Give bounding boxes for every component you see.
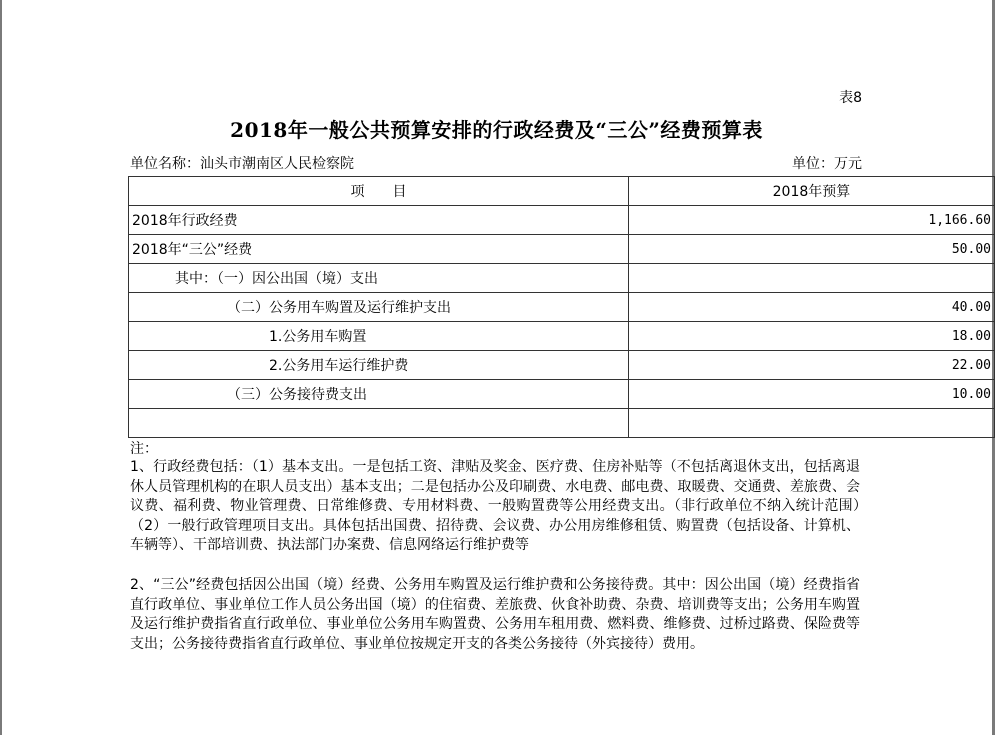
- table-number: 表8: [839, 90, 862, 106]
- window-left-border: [0, 0, 2, 735]
- row-value: 10.00: [628, 380, 994, 409]
- table-row: [129, 351, 995, 380]
- row-label: （二）公务用车购置及运行维护支出: [129, 293, 629, 322]
- row-label: 其中：（一）因公出国（境）支出: [129, 264, 629, 293]
- row-label: 2.公务用车运行维护费: [129, 351, 629, 380]
- table-row: [129, 206, 995, 235]
- table-row: [129, 380, 995, 409]
- notes-heading: 注：: [130, 441, 158, 457]
- table-row-empty: [129, 409, 995, 438]
- row-label: 1.公务用车购置: [129, 322, 629, 351]
- budget-table: [128, 176, 995, 438]
- row-label: 2018年“三公”经费: [129, 235, 629, 264]
- header-item: 项 目: [129, 177, 629, 206]
- row-label: （三）公务接待费支出: [129, 380, 629, 409]
- notes-section: [130, 440, 888, 674]
- row-value: 40.00: [628, 293, 994, 322]
- row-label: [129, 409, 629, 438]
- row-value: 22.00: [628, 351, 994, 380]
- row-value: 1,166.60: [628, 206, 994, 235]
- table-row: [129, 322, 995, 351]
- row-value: 18.00: [628, 322, 994, 351]
- row-label: 2018年行政经费: [129, 206, 629, 235]
- currency-unit: 单位：万元: [792, 156, 862, 172]
- table-row: [129, 264, 995, 293]
- table-row: [129, 293, 995, 322]
- table-header-row: [129, 177, 995, 206]
- header-budget: 2018年预算: [628, 177, 994, 206]
- unit-name: 单位名称：汕头市潮南区人民检察院: [130, 156, 354, 172]
- row-value: [628, 264, 994, 293]
- row-value: 50.00: [628, 235, 994, 264]
- row-value: [628, 409, 994, 438]
- table-row: [129, 235, 995, 264]
- page-title: 2018年一般公共预算安排的行政经费及“三公”经费预算表: [230, 118, 763, 142]
- note-three-public-expenses: 2、“三公”经费包括因公出国（境）经费、公务用车购置及运行维护费和公务接待费。其中：因公出国（境）经费指省直行政单位、事业单位工作人员公务出国（境）的住宿费、差旅费、伙食补助费、杂费、培训费等支出；公务用车购置及运行维护费指省直行政单位、事业单位公务用车购置费、公务用车租用费、燃料费、维修费、过桥过路费、保险费等支出；公务接待费指省直行政单位、事业单位按规定开支的各类公务接待（外宾接待）费用。: [130, 577, 860, 652]
- note-administrative-expenses: 1、行政经费包括：（1）基本支出。一是包括工资、津贴及奖金、医疗费、住房补贴等（不包括离退休支出，包括离退休人员管理机构的在职人员支出）基本支出；二是包括办公及印刷费、水电费、邮电费、取暖费、交通费、差旅费、会议费、福利费、物业管理费、日常维修费、专用材料费、一般购置费等公用经费支出。（非行政单位不纳入统计范围） （2）一般行政管理项目支出。具体包括出国费、招待费、会议费、办公用房维修租赁、购置费（包括设备、计算机、车辆等）、干部培训费、执法部门办案费、信息网络运行维护费等: [130, 459, 888, 553]
